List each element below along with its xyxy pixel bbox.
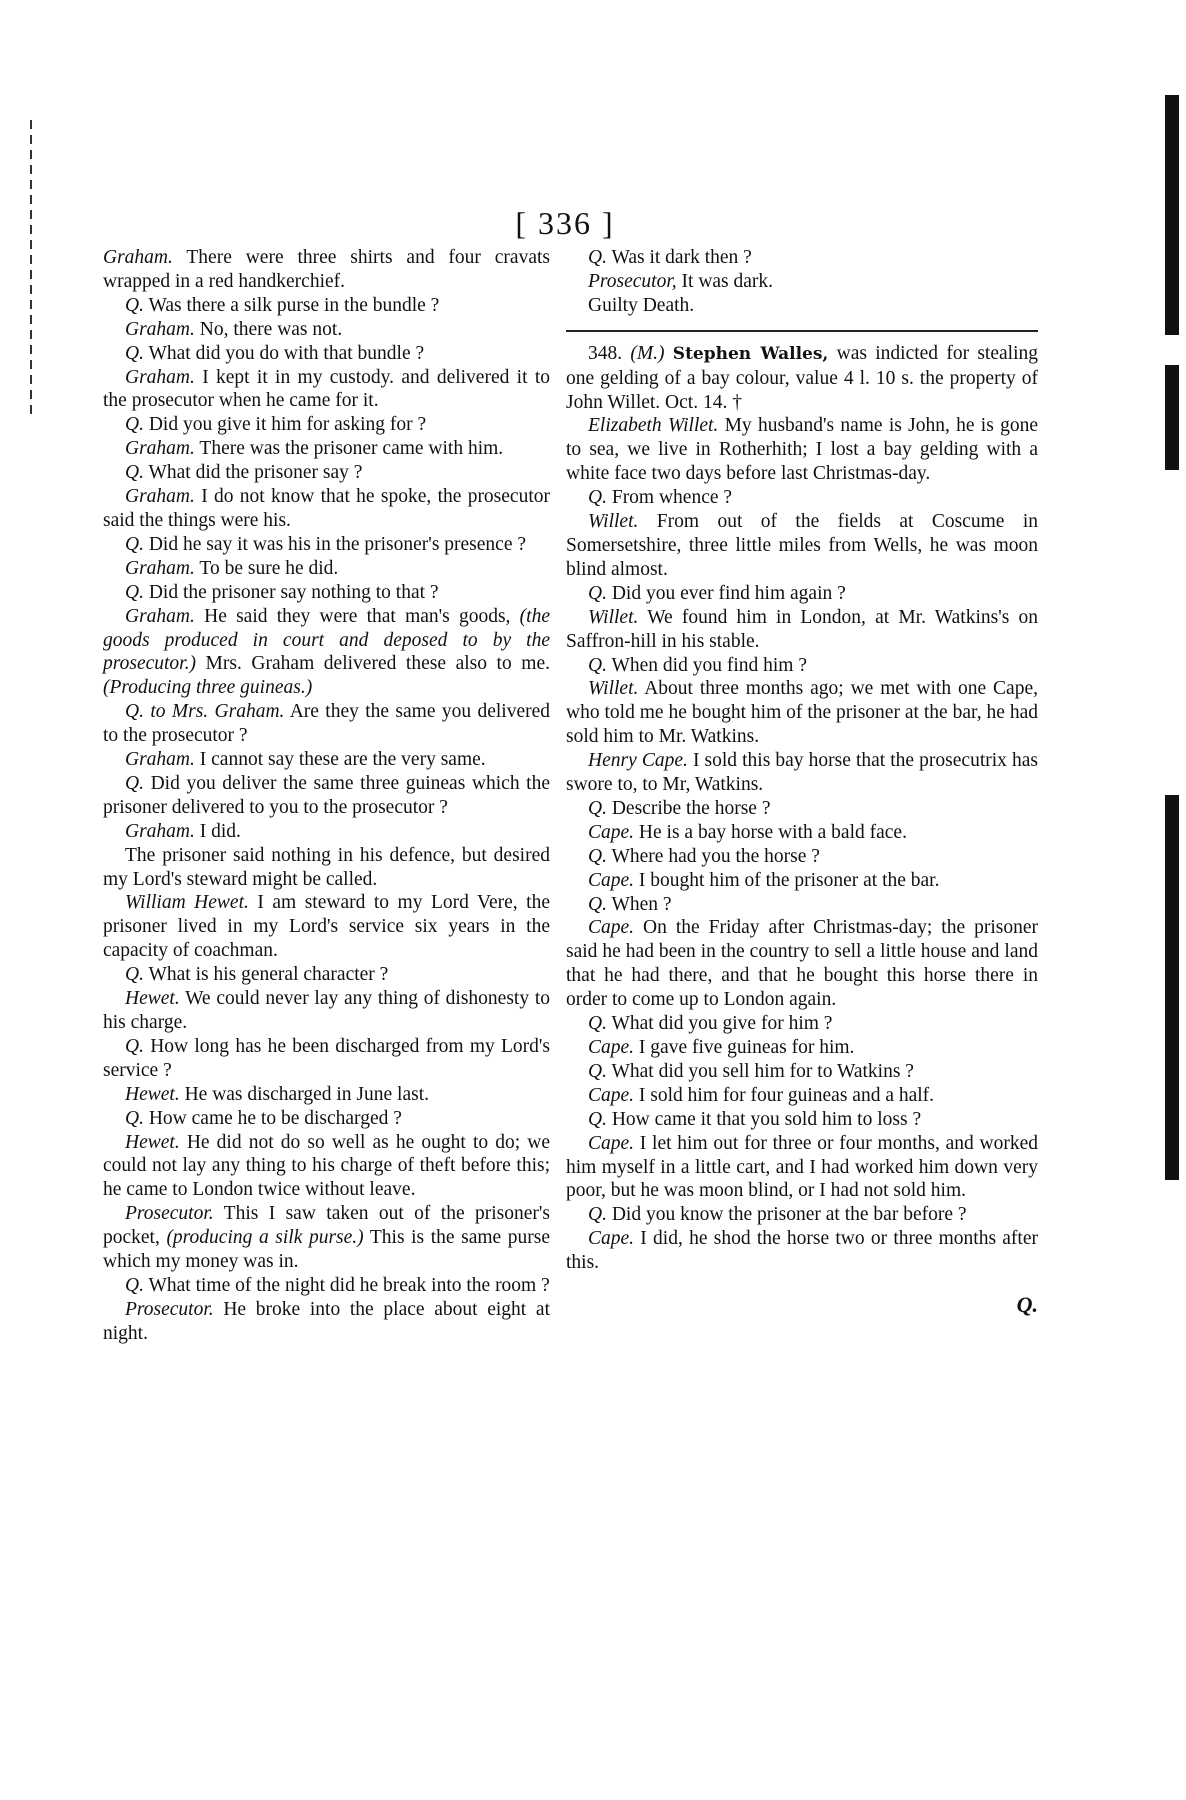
paragraph-text: It was dark. — [676, 270, 774, 292]
page-number: [ 336 ] — [515, 205, 615, 241]
paragraph-text: Did you deliver the same three guineas which the prisoner delivered to you to the prosecutor ? — [103, 772, 550, 818]
speaker-name: Graham. — [125, 366, 195, 388]
paragraph — [566, 1132, 1038, 1204]
speaker-name: Q. — [125, 1107, 144, 1129]
paragraph-text: When did you find him ? — [606, 654, 807, 676]
speaker-name: Q. — [125, 462, 144, 484]
paragraph-text: Did you give it him for asking for ? — [143, 414, 427, 436]
paragraph-text: What did you do with that bundle ? — [143, 342, 425, 364]
paragraph-text: Did the prisoner say nothing to that ? — [143, 581, 439, 603]
speaker-name: Q. — [125, 342, 144, 364]
catchword — [566, 1293, 1038, 1317]
speaker-name: Graham. — [103, 247, 173, 268]
paragraph — [566, 845, 1038, 869]
paragraph-text: How came it that you sold him to loss ? — [606, 1108, 922, 1130]
paragraph-text: Describe the horse ? — [606, 797, 771, 819]
paragraph-text: Where had you the horse ? — [606, 845, 820, 867]
paragraph-text: This I saw taken out of the prisoner's pocket, — [103, 1203, 550, 1249]
paragraph — [103, 605, 550, 701]
paragraph-text: I sold him for four guineas and a half. — [634, 1084, 935, 1106]
paragraph — [566, 654, 1038, 678]
paragraph — [566, 1012, 1038, 1036]
paragraph-text: On the Friday after Christmas-day; the prisoner said he had been in the country to sell a little house and land that he had there, and that he bought this horse there in order to come up to London again. — [566, 917, 1038, 1011]
paragraph — [566, 582, 1038, 606]
case-number: 348. — [588, 342, 623, 364]
stage-note: (the goods produced in court and deposed to by the prosecutor.) — [103, 605, 550, 675]
paragraph — [566, 869, 1038, 893]
paragraph — [103, 1202, 550, 1274]
paragraph — [103, 772, 550, 820]
paragraph — [566, 916, 1038, 1012]
paragraph-text: What did you give for him ? — [606, 1013, 833, 1035]
speaker-name: Henry Cape. — [588, 750, 688, 772]
speaker-name: Willet. — [588, 511, 639, 533]
paragraph — [103, 366, 550, 414]
speaker-name: Q. — [588, 1060, 607, 1082]
speaker-name: Q. — [125, 581, 144, 603]
paragraph — [103, 557, 550, 581]
section-divider — [566, 330, 1038, 332]
speaker-name: Cape. — [588, 821, 635, 843]
paragraph-text: Did you ever find him again ? — [606, 582, 846, 604]
paragraph — [103, 533, 550, 557]
speaker-name: Q. — [588, 582, 607, 604]
paragraph-text: I did. — [194, 820, 241, 842]
paragraph-text: There was the prisoner came with him. — [194, 438, 504, 460]
speaker-name: Graham. — [125, 438, 195, 460]
paragraph — [103, 1298, 550, 1346]
paragraph-text: This is the same purse which my money was in. — [103, 1227, 550, 1273]
paragraph — [103, 1131, 550, 1203]
paragraph-text: Mrs. Graham delivered these also to me. — [195, 653, 550, 675]
speaker-name: Hewet. — [125, 1131, 180, 1153]
speaker-name: Willet. — [588, 678, 639, 700]
paragraph-text: I did, he shod the horse two or three months after this. — [566, 1228, 1038, 1274]
speaker-name: Cape. — [588, 869, 635, 891]
speaker-name: Willet. — [588, 606, 639, 628]
paragraph-text: There were three shirts and four cravats wrapped in a red handkerchief. — [103, 247, 550, 292]
paragraph — [566, 1227, 1038, 1275]
stage-note: (producing a silk purse.) — [166, 1227, 364, 1249]
paragraph-text: He was discharged in June last. — [179, 1083, 429, 1105]
speaker-name: Prosecutor, — [588, 270, 677, 292]
speaker-name: Graham. — [125, 486, 195, 508]
speaker-name: Hewet. — [125, 1083, 180, 1105]
paragraph-text: Did he say it was his in the prisoner's presence ? — [143, 533, 527, 555]
speaker-name: Elizabeth Willet. — [588, 415, 719, 437]
paragraph — [103, 700, 550, 748]
speaker-name: Q. — [588, 797, 607, 819]
court-marker: (M.) — [630, 342, 665, 364]
speaker-name: Cape. — [588, 917, 635, 939]
paragraph-text: I let him out for three or four months, and worked him myself in a little cart, and I had worked him down very poor, but he was moon blind, or I had not sold him. — [566, 1132, 1038, 1202]
paragraph-text: From out of the fields at Coscume in Somersetshire, three little miles from Wells, he was moon blind almost. — [566, 511, 1038, 580]
paragraph-text: He said they were that man's goods, — [194, 605, 520, 627]
paragraph-text: What time of the night did he break into the room ? — [143, 1274, 550, 1296]
page-edge-mark — [1165, 795, 1179, 1180]
speaker-name: Prosecutor. — [125, 1298, 214, 1320]
paragraph — [566, 606, 1038, 654]
paragraph — [103, 820, 550, 844]
binding-edge — [30, 120, 32, 420]
paragraph — [103, 963, 550, 987]
paragraph — [103, 1035, 550, 1083]
speaker-name: Q. — [588, 845, 607, 867]
paragraph-text: Was there a silk purse in the bundle ? — [143, 294, 440, 316]
speaker-name: Q. — [588, 1013, 607, 1035]
paragraph-text: I bought him of the prisoner at the bar. — [634, 869, 940, 891]
speaker-name: Graham. — [125, 318, 195, 340]
paragraph-text: I am steward to my Lord Vere, the prisoner lived in my Lord's service six years in the capacity of coachman. — [103, 892, 550, 962]
paragraph-text: Was it dark then ? — [606, 247, 752, 268]
paragraph-text: What is his general character ? — [143, 964, 389, 986]
speaker-name: Graham. — [125, 605, 195, 627]
paragraph — [566, 1203, 1038, 1227]
case-header — [566, 342, 1038, 415]
page-edge-mark — [1165, 95, 1179, 335]
paragraph — [566, 486, 1038, 510]
paragraph-text: About three months ago; we met with one Cape, who told me he bought him of the prisoner at the bar, he had sold him to Mr. Watkins. — [566, 678, 1038, 748]
paragraph — [103, 246, 550, 294]
paragraph-text: When ? — [606, 893, 672, 915]
paragraph-text: The prisoner said nothing in his defence, but desired my Lord's steward might be called. — [103, 844, 550, 890]
paragraph — [103, 1274, 550, 1298]
left-column — [103, 246, 550, 1346]
paragraph-text: He is a bay horse with a bald face. — [634, 821, 907, 843]
speaker-name: Q. — [125, 414, 144, 436]
paragraph-text: We could never lay any thing of dishonesty to his charge. — [103, 988, 550, 1033]
verdict-text: Guilty Death. — [588, 294, 695, 316]
paragraph-text: I gave five guineas for him. — [634, 1037, 855, 1058]
paragraph — [103, 461, 550, 485]
paragraph — [103, 748, 550, 772]
speaker-name: Q. — [588, 487, 607, 509]
paragraph-text: We found him in London, at Mr. Watkins's on Saffron-hill in his stable. — [566, 606, 1038, 652]
paragraph — [103, 581, 550, 605]
speaker-name: Q. — [588, 654, 607, 676]
speaker-name: Cape. — [588, 1228, 635, 1250]
speaker-name: Q. — [588, 893, 607, 915]
paragraph-text: He did not do so well as he ought to do; we could not lay any thing to his charge of theft before this; he came to London twice without leave. — [103, 1131, 550, 1201]
paragraph — [566, 1084, 1038, 1108]
catchword-text: Q. — [1016, 1292, 1038, 1318]
page-edge-mark — [1165, 365, 1179, 470]
paragraph — [566, 893, 1038, 917]
speaker-name: Q. — [125, 1274, 144, 1296]
paragraph-text: To be sure he did. — [194, 557, 339, 579]
speaker-name: Q. — [125, 533, 144, 555]
paragraph — [566, 677, 1038, 749]
paragraph — [103, 413, 550, 437]
speaker-name: Cape. — [588, 1037, 635, 1058]
paragraph — [103, 844, 550, 892]
paragraph-text: No, there was not. — [194, 318, 343, 340]
paragraph-text: How came he to be discharged ? — [143, 1107, 402, 1129]
verdict — [566, 294, 1038, 318]
paragraph — [103, 485, 550, 533]
paragraph-text: I cannot say these are the very same. — [194, 749, 486, 771]
paragraph — [566, 246, 1038, 270]
right-column-top — [566, 246, 1038, 294]
paragraph — [103, 891, 550, 963]
paragraph — [566, 1108, 1038, 1132]
paragraph-text: What did the prisoner say ? — [143, 462, 363, 484]
paragraph — [566, 270, 1038, 294]
paragraph — [566, 797, 1038, 821]
paragraph-text: He broke into the place about eight at night. — [103, 1298, 550, 1344]
paragraph-text: From whence ? — [606, 487, 733, 509]
paragraph — [566, 1036, 1038, 1060]
speaker-name: Q. — [125, 772, 144, 794]
defendant-name: Stephen Walles, — [672, 343, 829, 364]
speaker-name: Graham. — [125, 749, 195, 771]
paragraph — [103, 294, 550, 318]
stage-note: to Mrs. Graham. — [143, 701, 285, 723]
speaker-name: Graham. — [125, 557, 195, 579]
speaker-name: Q. — [588, 1204, 607, 1226]
paragraph-text: My husband's name is John, he is gone to sea, we live in Rotherhith; I lost a bay gelding with a white face two days before last Christmas-day. — [566, 415, 1038, 485]
speaker-name: Q. — [125, 701, 144, 723]
paragraph — [566, 1060, 1038, 1084]
case-text: was indicted for stealing one gelding of a bay colour, value 4 l. 10 s. the property of John Willet. Oct. 14. † — [566, 342, 1038, 413]
paragraph-text: Did you know the prisoner at the bar before ? — [606, 1204, 967, 1226]
paragraph-text: I sold this bay horse that the prosecutrix has swore to, to Mr, Watkins. — [566, 750, 1038, 796]
speaker-name: Q. — [588, 247, 607, 268]
paragraph-text: What did you sell him for to Watkins ? — [606, 1060, 914, 1082]
paragraph — [103, 1083, 550, 1107]
paragraph — [103, 318, 550, 342]
speaker-name: Hewet. — [125, 988, 180, 1010]
paragraph-text: Are they the same you delivered to the prosecutor ? — [103, 701, 550, 747]
speaker-name: Graham. — [125, 820, 195, 842]
speaker-name: Q. — [125, 1035, 144, 1057]
speaker-name: William Hewet. — [125, 892, 249, 914]
paragraph — [103, 1107, 550, 1131]
paragraph — [103, 342, 550, 366]
paragraph — [566, 510, 1038, 582]
speaker-name: Cape. — [588, 1084, 635, 1106]
speaker-name: Cape. — [588, 1132, 635, 1154]
speaker-name: Q. — [125, 294, 144, 316]
paragraph-text: How long has he been discharged from my Lord's service ? — [103, 1035, 550, 1081]
right-column — [566, 246, 1038, 1317]
paragraph-text: I do not know that he spoke, the prosecutor said the things were his. — [103, 486, 550, 531]
paragraph — [566, 821, 1038, 845]
paragraph — [103, 987, 550, 1035]
stage-note: (Producing three guineas.) — [103, 677, 313, 699]
paragraph — [566, 749, 1038, 797]
right-column-body — [566, 414, 1038, 1275]
speaker-name: Q. — [588, 1108, 607, 1130]
paragraph — [103, 437, 550, 461]
paragraph-text: I kept it in my custody. and delivered it to the prosecutor when he came for it. — [103, 366, 550, 412]
speaker-name: Prosecutor. — [125, 1203, 214, 1225]
speaker-name: Q. — [125, 964, 144, 986]
paragraph — [566, 414, 1038, 486]
